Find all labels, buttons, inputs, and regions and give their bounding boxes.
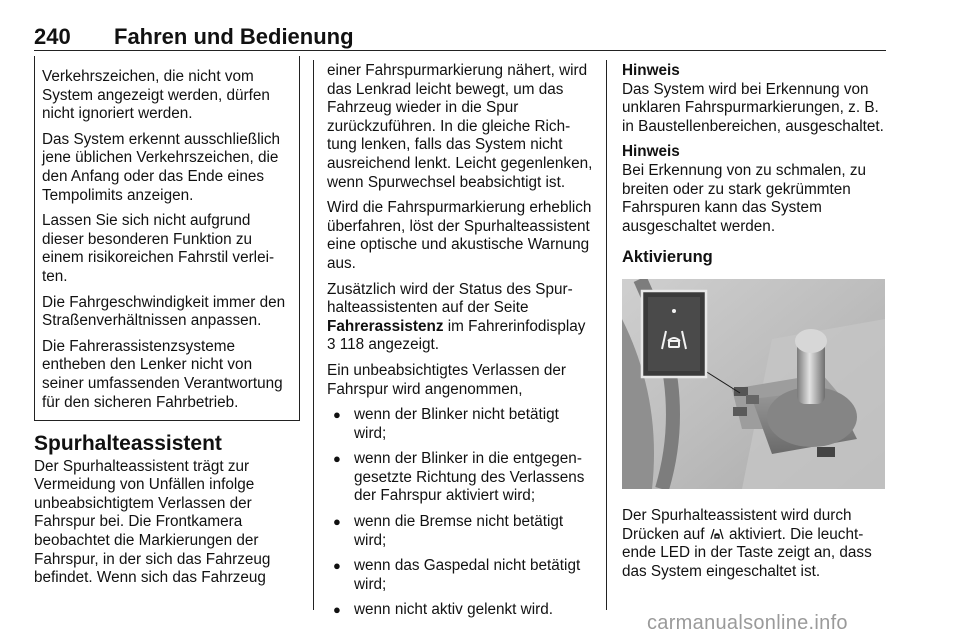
- notice-paragraph: Das System erkennt ausschließlich jene üblichen Verkehrszeichen, die den Anfang oder das Ende eines Tempolimits anzeigen.: [42, 130, 281, 204]
- column-2: [327, 62, 593, 627]
- note-label: Hinweis: [622, 143, 680, 161]
- note-text: Das System wird bei Erkennung von unklaren Fahrspurmarkierungen, z. B. in Baustellenbereichen, ausgeschaltet.: [622, 80, 884, 135]
- activation-text-cont: aktiviert. Die leuchtende LED in der Taste zeigt an, dass das System eingeschaltet ist.: [622, 525, 872, 580]
- bullet-icon: ●: [333, 407, 341, 423]
- activation-text: Der Spurhalteassistent wird durch Drücken auf: [622, 506, 852, 543]
- bullet-icon: ●: [333, 558, 341, 574]
- list-item: [327, 601, 593, 620]
- list-item-text: wenn der Blinker nicht betätigt wird;: [354, 406, 559, 442]
- status-text: Zusätzlich wird der Status des Spurhalteassistenten auf der Seite: [327, 280, 573, 317]
- column-divider-1: [313, 60, 314, 610]
- notice-box: [34, 56, 300, 421]
- watermark: carmanualsonline.info: [647, 612, 848, 634]
- list-item-text: wenn die Bremse nicht betätigt wird;: [354, 513, 564, 549]
- section-heading: Spurhalteassistent: [34, 432, 222, 456]
- column-3: [622, 62, 888, 588]
- list-item: [327, 450, 593, 506]
- menu-term: Fahrerassistenz: [327, 317, 444, 335]
- bullet-icon: ●: [333, 602, 341, 618]
- note-label: Hinweis: [622, 62, 680, 79]
- list-item-text: wenn das Gaspedal nicht betätigt wird;: [354, 557, 581, 593]
- lane-assist-icon: [709, 528, 725, 540]
- column-divider-2: [606, 60, 607, 610]
- activation-paragraph: [622, 507, 888, 581]
- bullet-icon: ●: [333, 514, 341, 530]
- body-paragraph: Ein unbeabsichtigtes Verlassen der Fahrspur wird angenommen,: [327, 361, 566, 398]
- page-number: 240: [34, 24, 71, 49]
- list-item: [327, 513, 593, 550]
- list-item-text: wenn der Blinker in die entgegengesetzte Richtung des Verlassens der Fahrspur aktiviert wird;: [354, 450, 585, 505]
- subsection-heading: Aktivierung: [622, 248, 713, 267]
- bullet-icon: ●: [333, 451, 341, 467]
- header-rule: [34, 50, 886, 51]
- notice-paragraph: Die Fahrgeschwindigkeit immer den Straßenverhältnissen anpassen.: [42, 293, 286, 330]
- body-paragraph: einer Fahrspurmarkierung nähert, wird das Lenkrad leicht bewegt, um das Fahrzeug wieder in die Spur zurückzuführen. In die gleiche Richtung lenken, falls das System nicht ausreichend lenkt. Leicht gegenlenken, wenn Spurwechsel beabsichtigt ist.: [327, 62, 593, 191]
- list-item-text: wenn nicht aktiv gelenkt wird.: [354, 601, 553, 619]
- notice-paragraph: Verkehrszeichen, die nicht vom System angezeigt werden, dürfen nicht ignoriert werden.: [42, 68, 270, 123]
- page-reference: 3 118 angezeigt.: [327, 336, 439, 354]
- status-text-cont: im Fahrerinfodisplay: [443, 317, 586, 335]
- notice-paragraph: Lassen Sie sich nicht aufgrund dieser besonderen Funktion zu einem risikoreichen Fahrstil verleiten.: [42, 212, 275, 285]
- list-item: [327, 406, 593, 443]
- note-text: Bei Erkennung von zu schmalen, zu breiten oder zu stark gekrümmten Fahrspuren kann das System ausgeschaltet werden.: [622, 161, 867, 235]
- status-paragraph: [327, 281, 593, 355]
- notice-paragraph: Die Fahrerassistenzsysteme entheben den Lenker nicht von seiner umfassenden Verantwortung für den sicheren Fahrbetrieb.: [42, 337, 283, 411]
- column-1: [34, 56, 298, 595]
- console-illustration: [622, 279, 885, 489]
- list-item: [327, 557, 593, 594]
- condition-list: [327, 406, 593, 620]
- console-drawing: [622, 279, 885, 489]
- body-paragraph: Wird die Fahrspurmarkierung erheblich überfahren, löst der Spurhalteassistent eine optische und akustische Warnung aus.: [327, 199, 592, 272]
- intro-paragraph: Der Spurhalteassistent trägt zur Vermeidung von Unfällen infolge unbeabsichtigtem Verlassen der Fahrspur bei. Die Frontkamera beobachtet die Markierungen der Fahrspur, in der sich das Fahrzeug befindet. Wenn sich das Fahrzeug: [34, 457, 271, 587]
- header-title: Fahren und Bedienung: [114, 24, 354, 49]
